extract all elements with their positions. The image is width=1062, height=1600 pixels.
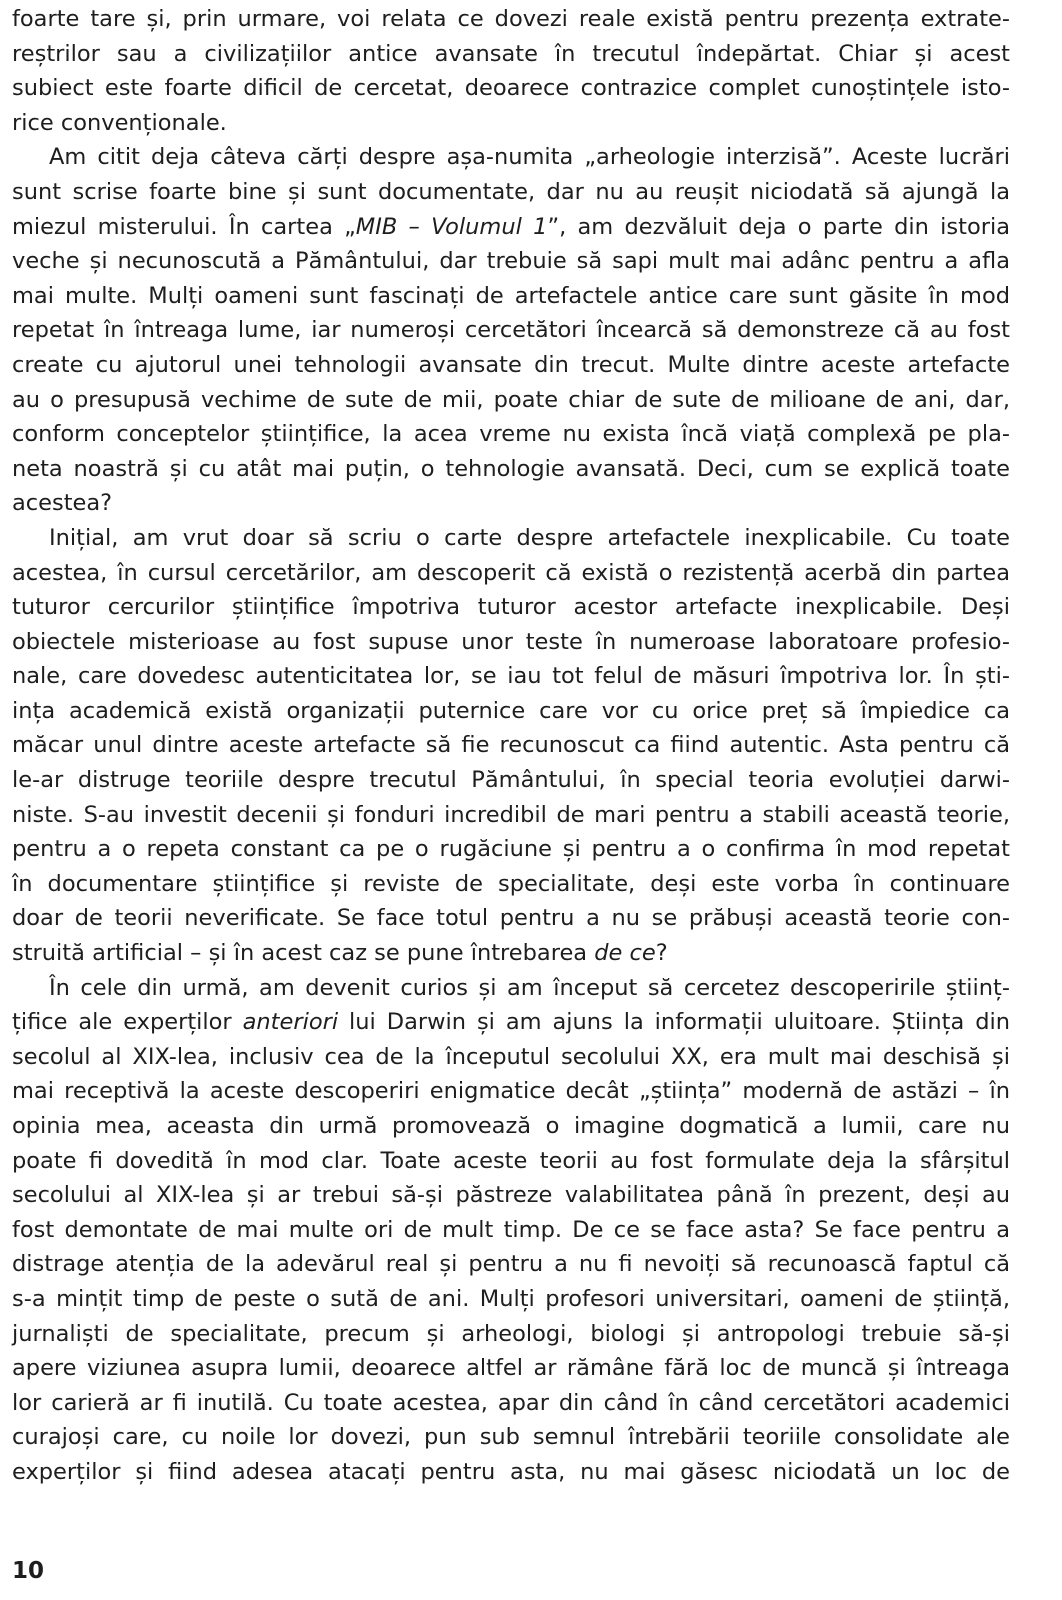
text-line <box>12 1455 1010 1490</box>
text-segment: Am citit deja câteva cărți despre așa-numita „arheologie interzisă”. Aceste lucrări <box>49 144 1010 171</box>
text-segment: lui Darwin și am ajuns la informații uluitoare. Știința din <box>338 1009 1010 1036</box>
text-line <box>12 901 1010 936</box>
text-segment: secolului al XIX-lea și ar trebui să-și păstreze valabilitatea până în prezent, deși au <box>12 1182 1010 1209</box>
text-segment: distrage atenția de la adevărul real și pentru a nu fi nevoiți să recunoască faptul că <box>12 1251 1010 1278</box>
text-segment: s-a mințit timp de peste o sută de ani. Mulți profesori universitari, oameni de știință, <box>12 1285 1010 1312</box>
text-segment: conform conceptelor științifice, la acea vreme nu exista încă viață complexă pe pla- <box>12 421 1010 448</box>
text-line <box>12 1178 1010 1213</box>
italic-text: MIB – Volumul 1 <box>355 213 548 240</box>
text-line <box>12 728 1010 763</box>
text-segment: poate fi dovedită în mod clar. Toate aceste teorii au fost formulate deja la sfârșitul <box>12 1147 1010 1174</box>
text-line <box>12 1317 1010 1352</box>
text-segment: doar de teorii neverificate. Se face totul pentru a nu se prăbuși această teorie con- <box>12 905 1010 932</box>
text-line <box>12 37 1010 72</box>
text-segment: În cele din urmă, am devenit curios și am început să cercetez descoperirile științ- <box>49 974 1010 1001</box>
text-line <box>12 313 1010 348</box>
text-line <box>12 244 1010 279</box>
text-line <box>12 417 1010 452</box>
text-segment: subiect este foarte dificil de cercetat, deoarece contrazice complet cunoștințele isto- <box>12 75 1010 102</box>
text-segment: țifice ale experților <box>12 1009 243 1036</box>
text-line <box>12 1040 1010 1075</box>
italic-text: de ce <box>594 940 656 967</box>
page-number: 10 <box>12 1558 45 1584</box>
text-segment: curajoși care, cu noile lor dovezi, pun sub semnul întrebării teoriile consolidate ale <box>12 1424 1010 1451</box>
text-segment: miezul misterului. În cartea „ <box>12 213 356 240</box>
text-segment: sunt scrise foarte bine și sunt documentate, dar nu au reușit niciodată să ajungă la <box>12 178 1010 205</box>
text-segment: struită artificial – și în acest caz se pune întrebarea <box>12 940 595 967</box>
text-line <box>12 383 1010 418</box>
text-segment: create cu ajutorul unei tehnologii avansate din trecut. Multe dintre aceste artefacte <box>12 351 1010 378</box>
text-line <box>12 175 1010 210</box>
text-segment: lor carieră ar fi inutilă. Cu toate acestea, apar din când în când cercetători academici <box>12 1389 1010 1416</box>
text-segment: le-ar distruge teoriile despre trecutul Pământului, în special teoria evoluției darwi- <box>12 767 1010 794</box>
text-segment: obiectele misterioase au fost supuse unor teste în numeroase laboratoare profesio- <box>12 628 1010 655</box>
text-line <box>12 106 1010 141</box>
text-line <box>12 71 1010 106</box>
text-line <box>12 1386 1010 1421</box>
text-segment: repetat în întreaga lume, iar numeroși cercetători încearcă să demonstreze că au fost <box>12 317 1010 344</box>
text-segment: mai multe. Mulți oameni sunt fascinați de artefactele antice care sunt găsite în mod <box>12 282 1010 309</box>
text-segment: secolul al XIX-lea, inclusiv cea de la începutul secolului XX, era mult mai deschisă și <box>12 1043 1010 1070</box>
text-line <box>12 694 1010 729</box>
text-segment: neta noastră și cu atât mai puțin, o tehnologie avansată. Deci, cum se explică toate <box>12 455 1010 482</box>
text-segment: ? <box>655 940 668 967</box>
text-line <box>12 590 1010 625</box>
italic-text: anteriori <box>242 1009 339 1036</box>
text-line <box>12 210 1010 245</box>
text-segment: veche și necunoscută a Pământului, dar trebuie să sapi mult mai adânc pentru a afla <box>12 248 1010 275</box>
text-line <box>12 140 1010 175</box>
text-segment: experților și fiind adesea atacați pentru asta, nu mai găsesc niciodată un loc de <box>12 1458 1010 1485</box>
text-line <box>12 971 1010 1006</box>
text-segment: ința academică există organizații puternice care vor cu orice preț să împiedice ca <box>12 697 1010 724</box>
text-segment: acestea, în cursul cercetărilor, am descoperit că există o rezistență acerbă din partea <box>12 559 1010 586</box>
text-segment: nale, care dovedesc autenticitatea lor, se iau tot felul de măsuri împotriva lor. În ști- <box>12 663 1010 690</box>
text-segment: în documentare științifice și reviste de specialitate, deși este vorba în continuare <box>12 870 1010 897</box>
text-segment: acestea? <box>12 490 113 517</box>
text-segment: tuturor cercurilor științifice împotriva tuturor acestor artefacte inexplicabile. Deși <box>12 594 1010 621</box>
text-line <box>12 1144 1010 1179</box>
text-line <box>12 867 1010 902</box>
text-segment: opinia mea, aceasta din urmă promovează o imagine dogmatică a lumii, care nu <box>12 1113 1010 1139</box>
text-line <box>12 1282 1010 1317</box>
text-segment: apere viziunea asupra lumii, deoarece altfel ar rămâne fără loc de muncă și întreaga <box>12 1355 1010 1382</box>
text-line <box>12 763 1010 798</box>
text-segment: ”, am dezvăluit deja o parte din istoria <box>547 213 1010 240</box>
text-line <box>12 1420 1010 1455</box>
text-line <box>12 1351 1010 1386</box>
text-line <box>12 1247 1010 1282</box>
text-segment: niste. S-au investit decenii și fonduri incredibil de mari pentru a stabili această teorie, <box>12 801 1010 828</box>
text-line <box>12 798 1010 833</box>
text-segment: foarte tare și, prin urmare, voi relata ce dovezi reale există pentru prezența extrate- <box>12 6 1010 32</box>
text-segment: rice convenționale. <box>12 109 227 136</box>
text-segment: mai receptivă la aceste descoperiri enigmatice decât „știința” modernă de astăzi – în <box>12 1078 1010 1105</box>
text-line <box>12 279 1010 314</box>
body-text <box>12 2 1010 1490</box>
text-line <box>12 521 1010 556</box>
text-segment: reștrilor sau a civilizațiilor antice avansate în trecutul îndepărtat. Chiar și acest <box>12 40 1010 67</box>
text-segment: fost demontate de mai multe ori de mult timp. De ce se face asta? Se face pentru a <box>12 1216 1010 1243</box>
text-line <box>12 1213 1010 1248</box>
text-segment: măcar unul dintre aceste artefacte să fie recunoscut ca fiind autentic. Asta pentru că <box>12 732 1010 759</box>
text-line <box>12 625 1010 660</box>
text-line <box>12 1074 1010 1109</box>
text-line <box>12 1109 1010 1144</box>
text-line <box>12 2 1010 37</box>
text-line <box>12 452 1010 487</box>
text-line <box>12 486 1010 521</box>
text-segment: Inițial, am vrut doar să scriu o carte despre artefactele inexplicabile. Cu toate <box>49 524 1010 551</box>
text-line <box>12 556 1010 591</box>
text-line <box>12 659 1010 694</box>
text-line <box>12 936 1010 971</box>
text-segment: jurnaliști de specialitate, precum și arheologi, biologi și antropologi trebuie să-și <box>12 1320 1010 1347</box>
text-line <box>12 832 1010 867</box>
text-line <box>12 1005 1010 1040</box>
text-segment: au o presupusă vechime de sute de mii, poate chiar de sute de milioane de ani, dar, <box>12 386 1010 413</box>
text-segment: pentru a o repeta constant ca pe o rugăciune și pentru a o confirma în mod repetat <box>12 836 1010 863</box>
text-line <box>12 348 1010 383</box>
